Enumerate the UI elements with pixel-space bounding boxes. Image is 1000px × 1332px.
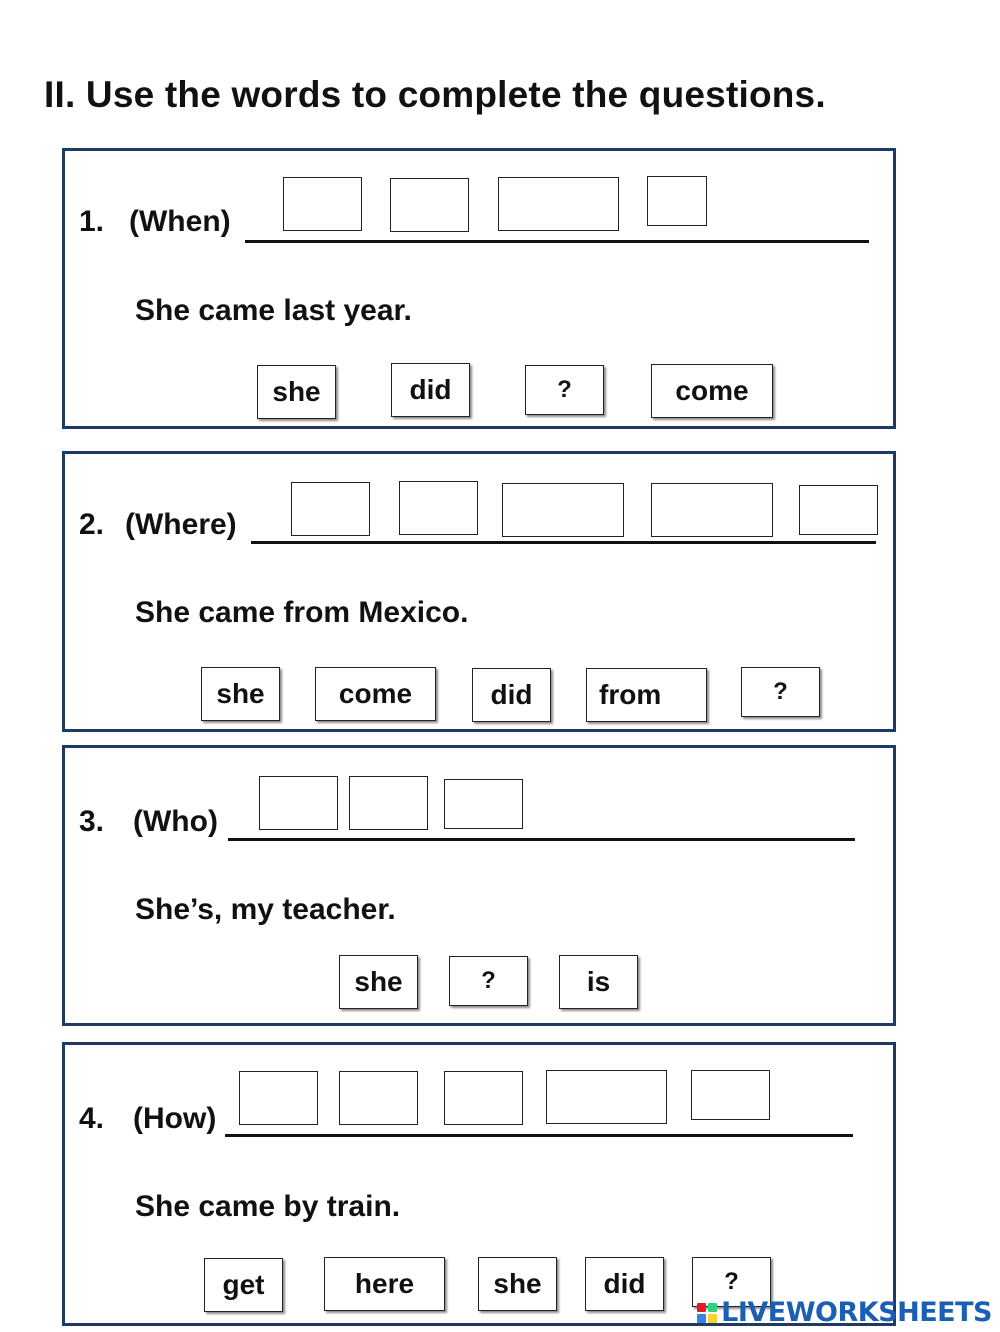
question-word: (Where) (125, 508, 237, 541)
drop-blank-3[interactable] (498, 177, 619, 231)
question-number: 2. (79, 508, 105, 541)
question-word: (How) (133, 1102, 217, 1135)
question-line (79, 205, 231, 239)
logo-square (697, 1303, 706, 1312)
question-word: (When) (129, 205, 231, 238)
word-chip[interactable]: come (315, 667, 436, 721)
drop-blank-1[interactable] (283, 177, 362, 231)
word-chip[interactable]: is (559, 955, 638, 1009)
answer-sentence: She came from Mexico. (135, 596, 469, 629)
drop-blank-2[interactable] (349, 776, 428, 830)
question-number: 1. (79, 205, 105, 238)
logo-text: LIVEWORKSHEETS (721, 1297, 992, 1328)
answer-underline (228, 838, 855, 841)
word-chip[interactable]: ? (692, 1257, 771, 1307)
question-panel-1 (62, 148, 896, 429)
logo-square (708, 1303, 717, 1312)
word-chip[interactable]: ? (741, 667, 820, 717)
word-chip[interactable]: did (391, 363, 470, 417)
drop-blank-1[interactable] (239, 1071, 318, 1125)
logo-square (697, 1314, 706, 1323)
answer-sentence: She came last year. (135, 294, 412, 327)
word-chip[interactable]: she (339, 955, 418, 1009)
word-chip[interactable]: from (586, 668, 707, 722)
word-chip[interactable]: come (651, 364, 773, 418)
drop-blank-3[interactable] (502, 483, 624, 537)
word-chip[interactable]: get (204, 1258, 283, 1312)
answer-sentence: She came by train. (135, 1190, 401, 1223)
answer-underline (245, 240, 869, 243)
question-panel-2 (62, 451, 896, 732)
drop-blank-4[interactable] (546, 1070, 667, 1124)
word-chip[interactable]: ? (525, 365, 604, 415)
liveworksheets-logo (697, 1297, 992, 1328)
word-chip[interactable]: did (472, 668, 551, 722)
drop-blank-3[interactable] (444, 1071, 523, 1125)
drop-blank-1[interactable] (291, 482, 370, 536)
word-chip[interactable]: she (201, 667, 280, 721)
answer-underline (251, 541, 876, 544)
answer-underline (225, 1134, 853, 1137)
drop-blank-2[interactable] (390, 178, 469, 232)
question-word: (Who) (133, 805, 218, 838)
question-line (79, 1102, 216, 1136)
drop-blank-2[interactable] (399, 481, 478, 535)
answer-sentence: She’s, my teacher. (135, 893, 396, 926)
question-panel-3 (62, 745, 896, 1026)
word-chip[interactable]: she (478, 1257, 557, 1311)
drop-blank-5[interactable] (799, 485, 878, 535)
question-line (79, 508, 237, 542)
drop-blank-5[interactable] (691, 1070, 770, 1120)
drop-blank-2[interactable] (339, 1071, 418, 1125)
question-line (79, 805, 218, 839)
drop-blank-3[interactable] (444, 779, 523, 829)
page-title: II. Use the words to complete the questions. (44, 74, 826, 115)
drop-blank-4[interactable] (651, 483, 773, 537)
word-chip[interactable]: here (324, 1257, 445, 1311)
word-chip[interactable]: she (257, 365, 336, 419)
question-panel-4 (62, 1042, 896, 1326)
logo-square (708, 1314, 717, 1323)
drop-blank-1[interactable] (259, 776, 338, 830)
logo-icon (697, 1303, 717, 1323)
word-chip[interactable]: did (585, 1257, 664, 1311)
drop-blank-4[interactable] (647, 176, 707, 226)
word-chip[interactable]: ? (449, 956, 528, 1006)
question-number: 4. (79, 1102, 105, 1135)
question-number: 3. (79, 805, 105, 838)
